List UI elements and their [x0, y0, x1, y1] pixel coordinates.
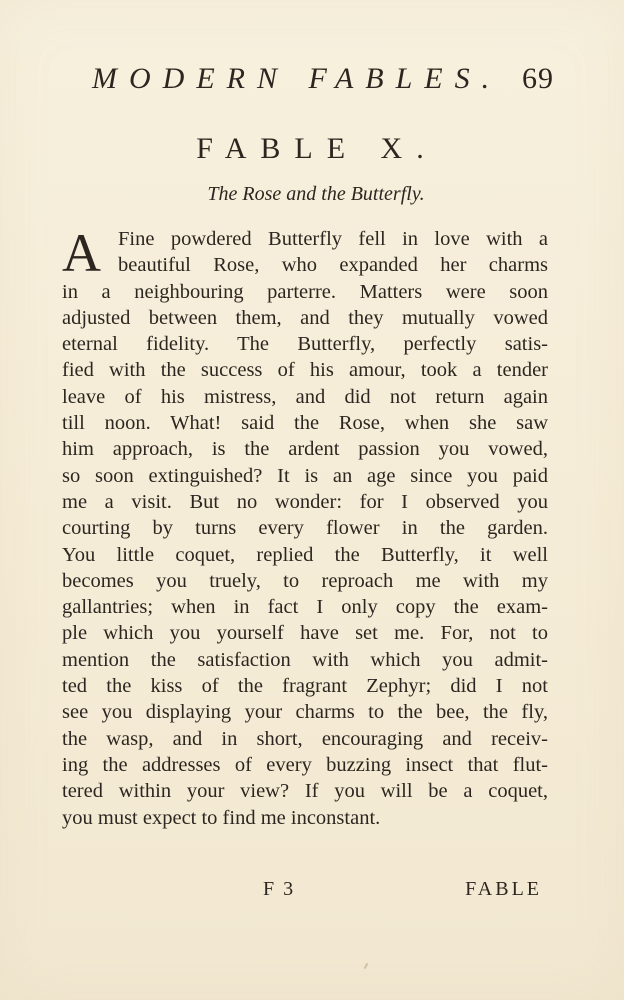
text-line: mention the satisfaction with which you admit- — [62, 648, 548, 671]
text-line: till noon. What! said the Rose, when she saw — [62, 412, 548, 435]
text-line: so soon extinguished? It is an age since you paid — [62, 464, 548, 487]
page-footer — [0, 878, 624, 918]
text-line: becomes you truely, to reproach me with my — [62, 569, 548, 592]
text-line: tered within your view? If you will be a coquet, — [62, 780, 548, 803]
signature-mark: F 3 — [263, 878, 296, 900]
running-title: MODERN FABLES. — [92, 62, 502, 95]
text-line: gallantries; when in fact I only copy the exam- — [62, 596, 548, 619]
text-line: eternal fidelity. The Butterfly, perfectly satis- — [62, 333, 548, 356]
text-line: in a neighbouring parterre. Matters were soon — [62, 280, 548, 303]
text-line: fied with the success of his amour, took a tender — [62, 359, 548, 382]
fable-body — [62, 223, 548, 831]
running-head — [92, 62, 554, 102]
drop-cap: A — [62, 223, 101, 283]
text-line: beautiful Rose, who expanded her charms — [118, 254, 548, 277]
text-line: courting by turns every flower in the garden. — [62, 517, 548, 540]
text-line: see you displaying your charms to the bee, the fly, — [62, 701, 548, 724]
catchword: FABLE — [465, 878, 542, 900]
text-line: adjusted between them, and they mutually vowed — [62, 306, 548, 329]
text-line: you must expect to find me inconstant. — [62, 806, 381, 829]
text-line: ing the addresses of every buzzing insect that flut- — [62, 753, 548, 776]
page-number: 69 — [522, 62, 554, 95]
text-line: You little coquet, replied the Butterfly, it well — [62, 543, 548, 566]
paper-speck — [364, 963, 369, 969]
text-line: ple which you yourself have set me. For, not to — [62, 622, 548, 645]
text-line: him approach, is the ardent passion you vowed, — [62, 438, 548, 461]
fable-heading: FABLE X. — [196, 132, 438, 165]
fable-subtitle: The Rose and the Butterfly. — [207, 183, 425, 205]
text-line: leave of his mistress, and did not return again — [62, 385, 548, 408]
text-line: ted the kiss of the fragrant Zephyr; did I not — [62, 675, 548, 698]
text-line: me a visit. But no wonder: for I observed you — [62, 490, 548, 513]
text-line: the wasp, and in short, encouraging and receiv- — [62, 727, 548, 750]
text-line: Fine powdered Butterfly fell in love with a — [118, 228, 548, 250]
